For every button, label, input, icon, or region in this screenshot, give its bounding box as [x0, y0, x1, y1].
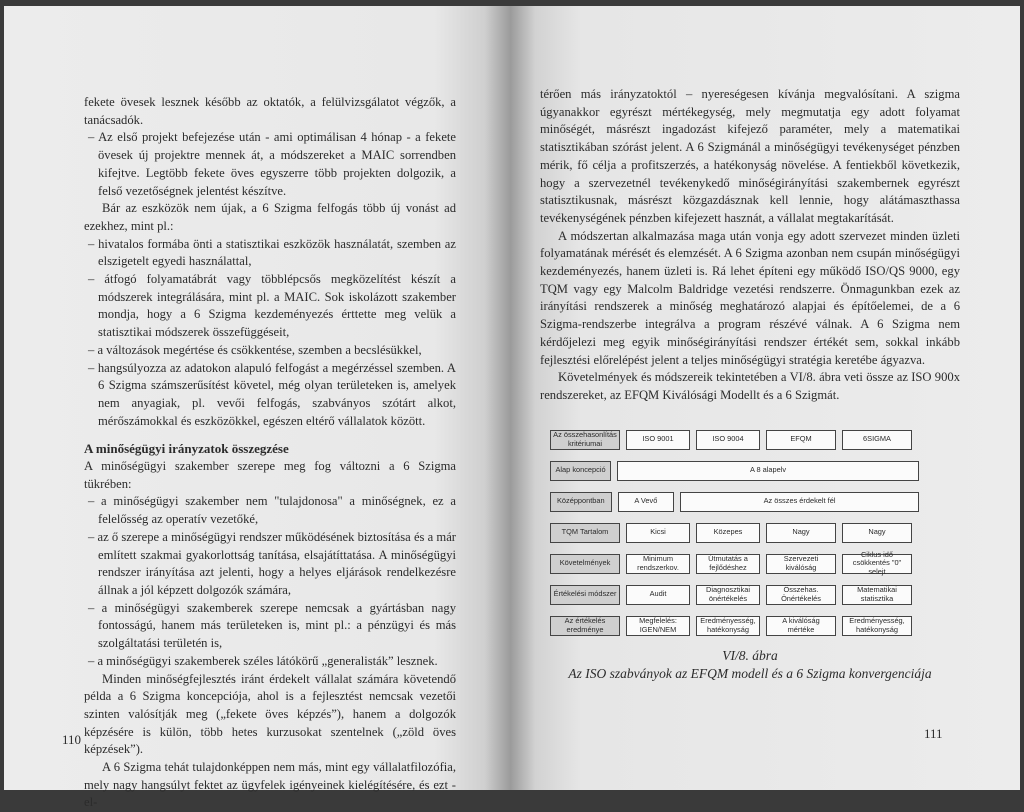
- figure-caption: [550, 647, 950, 683]
- table-cell: Minimum rendszerkov.: [626, 554, 690, 574]
- paragraph: – átfogó folyamatábrát vagy többlépcsős megközelítést készít a módszerek integrálására, mint pl. a MAIC. Sok iskolázott szakember mondja, hogy a 6 Szigma kezdeményezés érttette meg velük a statisztikai módszerek összefüggéseit,: [88, 272, 456, 340]
- paragraph: – az ő szerepe a minőségügyi rendszer működésének biztosítása és a már említett szakmai gyakorlottság tanítása, elsajátíttatása. A minőségügyi rendszer irányítása azt jelenti, hogy a helyes eljárások rendelkezésre állnak a jól képzett dolgozók számára,: [88, 529, 456, 597]
- table-cell: A 8 alapelv: [617, 461, 919, 481]
- table-cell: Nagy: [842, 523, 912, 543]
- table-cell: A kiválóság mértéke: [766, 616, 836, 636]
- right-page: [510, 6, 1020, 790]
- table-row-header: Értékelési módszer: [550, 585, 620, 605]
- paragraph: – hivatalos formába önti a statisztikai eszközök használatát, szemben az elszigetelt egyedi használattal,: [88, 236, 456, 269]
- paragraph: A módszertan alkalmazása maga után vonja egy adott szervezet minden üzleti folyamatának mérését és elemzését. A 6 Szigma azonban nem csupán minőségügyi kezdeményezés, hanem üzleti is. Rá lehet építeni egy működő ISO/QS 9000, egy TQM vagy egy Malcolm Baldridge vezetési rendszerre. Önmagunkban ezek az irányítási rendszerek a minőség meghatározó alapjai és építőelemei, de a 6 Szigma-rendszerbe integrálva a program részévé válnak. A 6 Szigma nem kérdőjelezi meg egyik minőségirányítási rendszer értékét sem, sokkal inkább fejlesztési előrelépést jelent a teljes minőségügyi stratégia keretébe ágyazva.: [540, 228, 960, 367]
- table-cell: Diagnosztikai önértékelés: [696, 585, 760, 605]
- table-cell: ISO 9001: [626, 430, 690, 450]
- table-row-header: Középpontban: [550, 492, 612, 512]
- paragraph: Követelmények és módszereik tekintetében a VI/8. ábra veti össze az ISO 900x rendszereket, az EFQM Kiválósági Modellt és a 6 Szigmát.: [540, 370, 960, 402]
- paragraph: – a változások megértése és csökkentése, szemben a becslésükkel,: [88, 342, 422, 357]
- left-page-body: [84, 94, 456, 812]
- left-page: [4, 6, 510, 810]
- paragraph: – a minőségügyi szakemberek széles látókörű „generalisták” lesznek.: [88, 653, 438, 668]
- right-page-body: [540, 86, 960, 405]
- table-row: [550, 520, 925, 545]
- table-cell: A Vevő: [618, 492, 674, 512]
- figure-number: VI/8. ábra: [722, 648, 778, 663]
- table-cell: Közepes: [696, 523, 760, 543]
- table-cell: Szervezeti kiválóság: [766, 554, 836, 574]
- table-cell: Nagy: [766, 523, 836, 543]
- table-cell: Matematikai statisztika: [842, 585, 912, 605]
- table-cell: Ciklus idő csökkentés "0" selejt: [842, 554, 912, 574]
- page-number-right: 111: [924, 726, 943, 741]
- figure-title: Az ISO szabványok az EFQM modell és a 6 Szigma konvergenciája: [568, 666, 932, 681]
- table-row-header: Az összehasonlítás kritériumai: [550, 430, 620, 450]
- table-row: [550, 489, 925, 514]
- table-row-header: TQM Tartalom: [550, 523, 620, 543]
- table-cell: 6SIGMA: [842, 430, 912, 450]
- section-heading: A minőségügyi irányzatok összegzése: [84, 441, 289, 457]
- table-cell: Útmutatás a fejlődéshez: [696, 554, 760, 574]
- table-row: [550, 551, 925, 576]
- paragraph: Bár az eszközök nem újak, a 6 Szigma felfogás több új vonást ad ezekhez, mint pl.:: [84, 201, 456, 233]
- paragraph: térően más irányzatoktól – nyereségesen kívánja megvalósítani. A szigma úgyanakkor egyrészt mértékegység, mely megmutatja egy adott folyamat minőségét, másrészt ingadozást kifejező paraméter, mely a matematikai statisztikában szórást jelent. A 6 Szigmánál a minőségügyi tevékenységet pénzben mérik, fő célja a profitszerzés, a hatékonyság növelése. A fentiekből következik, hogy a szervezetnél tevékenykedő minőségirányítási szakembernek egyrészt statisztikusnak, másrészt közgazdásznak kell lennie, hogy alátámaszthassa tevékenységének pénzben kifejezett hasznát, a vállalat megtakarítását.: [540, 87, 960, 225]
- paragraph: – a minőségügyi szakemberek szerepe nemcsak a gyártásban nagy fontosságú, hanem más területeken is, mint pl.: a pénzügyi és más szolgáltatási területén is,: [88, 600, 456, 651]
- paragraph: A minőségügyi szakember szerepe meg fog változni a 6 Szigma tükrében:: [84, 459, 456, 491]
- table-row: [550, 458, 925, 483]
- page-number-left: 110: [62, 732, 82, 747]
- table-cell: EFQM: [766, 430, 836, 450]
- table-row-header: Követelmények: [550, 554, 620, 574]
- table-cell: ISO 9004: [696, 430, 760, 450]
- table-cell: Összehas. Önértékelés: [766, 585, 836, 605]
- table-cell: Megfelelés: IGEN/NEM: [626, 616, 690, 636]
- paragraph: – hangsúlyozza az adatokon alapuló felfogást a megérzéssel szemben. A 6 Szigma számszerűsítést követel, még olyan területeken is, amelyek nem anyagiak, pl. vevői felfogás, szabványos szótárt alkot, mérőszámokkal és eszközökkel, egészen eltérő vállalatok között.: [88, 360, 456, 428]
- comparison-table: [550, 427, 925, 644]
- table-cell: Kicsi: [626, 523, 690, 543]
- paragraph: Minden minőségfejlesztés iránt érdekelt vállalat számára követendő példa a 6 Szigma koncepciója, ahol is a fejlesztést nemcsak vezetői szinten valósítják meg („fekete öves képzés”), hanem a dolgozók képzésére is külön, több hetes kurzusokat szentelnek („zöld öves képzések”).: [84, 671, 456, 757]
- paragraph: A 6 Szigma tehát tulajdonképpen nem más, mint egy vállalatfilozófia, mely nagy hangsúlyt fektet az ügyfelek igényeinek kielégítésére, és ezt - el-: [84, 760, 456, 810]
- paragraph: – Az első projekt befejezése után - ami optimálisan 4 hónap - a fekete övesek új projektre mennek át, a módszereket a MAIC sorrendben kifejtve. Legtöbb fekete öves egyszerre több projekten dolgozik, a felső vezetőségnek jelentést készítve.: [88, 130, 456, 198]
- table-cell: Eredményesség, hatékonyság: [842, 616, 912, 636]
- table-cell: Eredményesség, hatékonyság: [696, 616, 760, 636]
- table-row: [550, 427, 925, 452]
- table-cell: Az összes érdekelt fél: [680, 492, 919, 512]
- table-row: [550, 613, 925, 638]
- paragraph: – a minőségügyi szakember nem "tulajdonosa" a minőségnek, ez a felelősség az operatív vezetőké,: [88, 494, 456, 527]
- table-cell: Audit: [626, 585, 690, 605]
- table-row-header: Az értékelés eredménye: [550, 616, 620, 636]
- paragraph: fekete övesek lesznek később az oktatók, a felülvizsgálatot végzők, a tanácsadók.: [84, 95, 456, 127]
- table-row: [550, 582, 925, 607]
- table-row-header: Alap koncepció: [550, 461, 611, 481]
